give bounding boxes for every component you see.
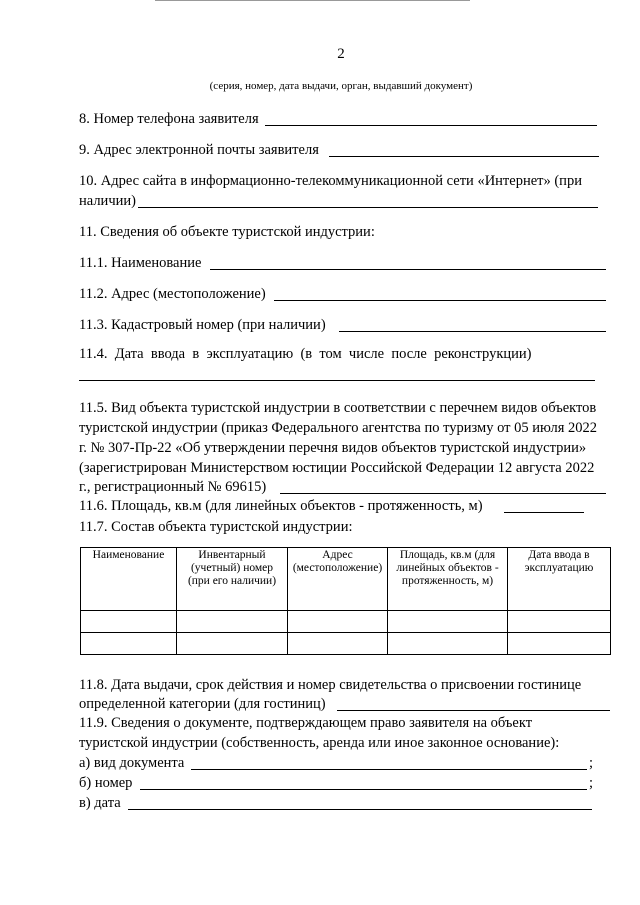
field-11-8-label-line2: определенной категории (для гостиниц) [79, 696, 326, 712]
table-header-area: Площадь, кв.м (для линейных объектов - протяженность, м) [388, 548, 508, 611]
field-11-9-a-label: а) вид документа [79, 755, 185, 771]
field-11-2-line[interactable] [274, 300, 606, 301]
table-header-inventory-number: Инвентарный (учетный) номер (при его наличии) [177, 548, 288, 611]
field-11-3-label: 11.3. Кадастровый номер (при наличии) [79, 317, 326, 333]
field-11-9-a-semicolon: ; [589, 755, 594, 771]
table-cell[interactable] [508, 611, 611, 633]
table-cell[interactable] [177, 611, 288, 633]
field-11-7-label: 11.7. Состав объекта туристской индустрии: [79, 519, 353, 535]
field-11-2-label: 11.2. Адрес (местоположение) [79, 286, 266, 302]
table-header-commission-date: Дата ввода в эксплуатацию [508, 548, 611, 611]
table-cell[interactable] [288, 611, 388, 633]
field-11-9-label-line1: 11.9. Сведения о документе, подтверждающем право заявителя на объект [79, 715, 533, 731]
table-header-row [81, 548, 611, 611]
field-11-6-line[interactable] [504, 512, 584, 513]
field-11-9-v-label: в) дата [79, 795, 121, 811]
table-header-address: Адрес (местоположение) [288, 548, 388, 611]
table-cell[interactable] [81, 611, 177, 633]
document-note: (серия, номер, дата выдачи, орган, выдавший документ) [209, 80, 473, 92]
field-11-4-label: 11.4. Дата ввода в эксплуатацию (в том числе после реконструкции) [79, 346, 532, 362]
field-10-line[interactable] [138, 207, 598, 208]
field-11-8-line[interactable] [337, 710, 610, 711]
table-cell[interactable] [508, 633, 611, 655]
field-8-label: 8. Номер телефона заявителя [79, 111, 259, 127]
field-11-9-b-semicolon: ; [589, 775, 594, 791]
field-11-5-label-line1: 11.5. Вид объекта туристской индустрии в соответствии с перечнем видов объектов [79, 400, 597, 416]
field-11-5-line[interactable] [280, 493, 606, 494]
field-11-9-a-line[interactable] [191, 769, 587, 770]
field-11-9-label-line2: туристской индустрии (собственность, аренда или иное законное основание): [79, 735, 560, 751]
field-11-9-v-line[interactable] [128, 809, 592, 810]
table-row [81, 633, 611, 655]
field-11-1-label: 11.1. Наименование [79, 255, 202, 271]
field-11-3-line[interactable] [339, 331, 606, 332]
field-11-5-label-line2: туристской индустрии (приказ Федерального агентства по туризму от 05 июля 2022 [79, 420, 597, 436]
table-cell[interactable] [81, 633, 177, 655]
field-11-9-b-label: б) номер [79, 775, 133, 791]
field-11-5-label-line5: г., регистрационный № 69615) [79, 479, 267, 495]
table-cell[interactable] [388, 611, 508, 633]
tourism-object-table [80, 547, 611, 655]
field-8-line[interactable] [265, 125, 597, 126]
top-edge-line [155, 0, 470, 1]
field-11-5-label-line4: (зарегистрирован Министерством юстиции Российской Федерации 12 августа 2022 [79, 460, 595, 476]
table-cell[interactable] [177, 633, 288, 655]
field-11-6-label: 11.6. Площадь, кв.м (для линейных объектов - протяженность, м) [79, 498, 483, 514]
table-header-name: Наименование [81, 548, 177, 611]
table-row [81, 611, 611, 633]
field-11-8-label-line1: 11.8. Дата выдачи, срок действия и номер свидетельства о присвоении гостинице [79, 677, 582, 693]
table-cell[interactable] [288, 633, 388, 655]
field-11-5-label-line3: г. № 307-Пр-22 «Об утверждении перечня видов объектов туристской индустрии» [79, 440, 587, 456]
table-cell[interactable] [388, 633, 508, 655]
field-10-label-line1: 10. Адрес сайта в информационно-телекоммуникационной сети «Интернет» (при [79, 173, 582, 189]
field-9-label: 9. Адрес электронной почты заявителя [79, 142, 319, 158]
page-number: 2 [337, 46, 345, 62]
field-10-label-line2: наличии) [79, 193, 136, 209]
field-11-1-line[interactable] [210, 269, 606, 270]
field-11-4-line[interactable] [79, 380, 595, 381]
field-11-9-b-line[interactable] [140, 789, 587, 790]
section-11-heading: 11. Сведения об объекте туристской индустрии: [79, 224, 375, 240]
field-9-line[interactable] [329, 156, 599, 157]
